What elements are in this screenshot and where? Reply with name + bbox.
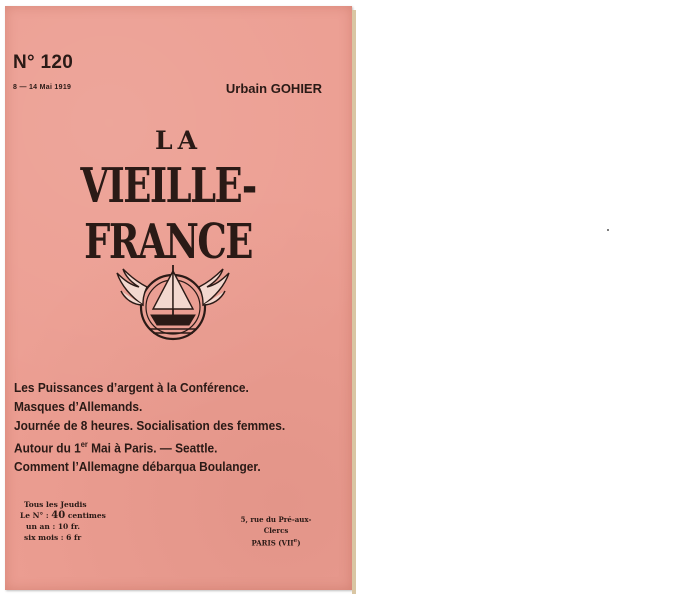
six-month-price: six mois : 6 fr — [24, 533, 82, 542]
address-city — [231, 536, 321, 548]
headline-text-part: Mai à Paris. — Seattle. — [87, 440, 218, 456]
address-city-text: PARIS (VII — [251, 538, 294, 548]
headline-item — [14, 435, 285, 457]
magazine-cover — [5, 6, 352, 590]
address-city-superscript: e — [293, 538, 298, 544]
headline-list — [14, 378, 306, 476]
issue-number: N° 120 — [13, 52, 74, 73]
yearly-price: un an : 10 fr. — [26, 522, 80, 531]
masthead-title: VIEILLE-FRANCE — [80, 158, 256, 270]
headline-text-part: Autour du 1 — [14, 440, 81, 456]
headline-item: Journée de 8 heures. Socialisation des femmes. — [14, 418, 286, 433]
single-issue-unit: centimes — [67, 511, 106, 520]
single-issue-amount: 40 — [51, 510, 66, 521]
publication-frequency: Tous les Jeudis — [24, 500, 87, 509]
headline-item: Comment l’Allemagne débarqua Boulanger. — [14, 459, 261, 475]
address-street: 5, rue du Pré-aux-Clercs — [240, 515, 312, 535]
scan-speck — [607, 229, 609, 231]
address-city-close: ) — [297, 538, 301, 548]
single-issue-label: Le N° : — [20, 511, 49, 520]
page-edge — [352, 10, 356, 594]
headline-superscript: er — [80, 440, 88, 449]
single-issue-price — [20, 510, 106, 521]
headline-item: Masques d’Allemands. — [14, 399, 143, 414]
title-article: LA — [155, 126, 202, 155]
subscription-info — [20, 499, 106, 543]
author-name: Urbain GOHIER — [225, 81, 322, 96]
issue-dates: 8 — 14 Mai 1919 — [13, 84, 72, 91]
headline-item: Les Puissances d’argent à la Conférence. — [14, 380, 249, 395]
publisher-address — [231, 514, 321, 548]
winged-ship-emblem-icon — [113, 255, 233, 351]
